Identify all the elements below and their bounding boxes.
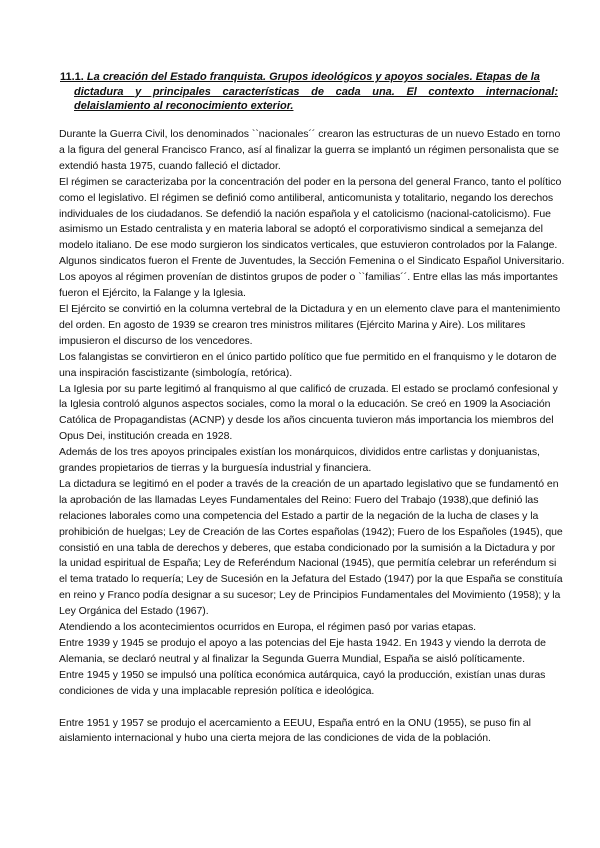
paragraph-stage-1945-1950: Entre 1945 y 1950 se impulsó una política económica autárquica, cayó la producción, existían unas duras condiciones de vida y una implacable represión política e ideológica. [59,668,546,697]
section-heading [60,70,558,114]
heading-line-3: delaislamiento al reconocimiento exterior. [74,100,294,112]
section-number: 11.1. [60,71,84,83]
paragraph-monarchists: Además de los tres apoyos principales existían los monárquicos, divididos entre carlistas y donjuanistas, grandes propietarios de tierras y la burguesía industrial y financiera. [59,446,540,475]
heading-line-1 [60,70,558,85]
paragraph-army: El Ejército se convirtió en la columna vertebral de la Dictadura y en un elemento clave para el mantenimiento del orden. En agosto de 1939 se crearon tres ministros militares (Ejército Marina y Aire). Los militares impusieron el discurso de los vencedores. [59,302,561,347]
paragraph-church: La Iglesia por su parte legitimó al franquismo al que calificó de cruzada. El estado se proclamó confesional y la Iglesia controló algunos aspectos sociales, como la moral o la educación. Se creó en 1909 la Asociación Católica de Propagandistas (ACNP) y desde los años cincuenta tuvieron más importancia los miembros del Opus Dei, institución creada en 1928. [59,382,558,443]
paragraph-support-groups: Los apoyos al régimen provenían de distintos grupos de poder o ``familias´´. Entre ellas las más importantes fueron el Ejército, la Falange y la Iglesia. [59,271,558,300]
paragraph-stages-intro: Atendiendo a los acontecimientos ocurridos en Europa, el régimen pasó por varias etapas. [59,621,477,634]
paragraph-civil-war: Durante la Guerra Civil, los denominados ``nacionales´´ crearon las estructuras de un nuevo Estado en torno a la figura del general Francisco Franco, así al finalizar la guerra se implantó un régimen personalista que se extendió hasta 1975, cuando falleció el dictador. [59,128,561,172]
heading-line-2: dictadura y principales características de cada una. El contexto internacional: [74,85,558,98]
paragraph-spacer [59,700,565,716]
heading-line-1-text: La creación del Estado franquista. Grupos ideológicos y apoyos sociales. Etapas de la [86,71,540,83]
paragraph-regime-characteristics: El régimen se caracterizaba por la concentración del poder en la persona del general Franco, tanto el político como el legislativo. El régimen se definió como antiliberal, anticomunista y totalitario, negando los derechos individuales de los ciudadanos. Se defendió la nación española y el catolicismo (nacional-catolicismo). Fue asimismo un Estado centralista y en materia laboral se adoptó el corporativismo sindical a semejanza del modelo italiano. De ese modo surgieron los sindicatos verticales, que estuvieron controlados por la Falange. Algunos sindicatos fueron el Frente de Juventudes, la Sección Femenina o el Sindicato Español Universitario. [59,175,565,268]
document-body [59,127,565,747]
paragraph-falange: Los falangistas se convirtieron en el único partido político que fue permitido en el franquismo y le dotaron de una inspiración fascistizante (simbología, retórica). [59,350,557,379]
paragraph-fundamental-laws: La dictadura se legitimó en el poder a través de la creación de un apartado legislativo que se fundamentó en la aprobación de las llamadas Leyes Fundamentales del Reino: Fuero del Trabajo (1938),que definió las relaciones laborales como una competencia del Estado a partir de la negación de la lucha de clases y la prohibición de huelgas; Ley de Creación de las Cortes españolas (1942); Fuero de los Españoles (1945), que consistió en una tabla de derechos y deberes, que estaba condicionado por la sumisión a la Dictadura y por la unidad espiritual de España; Ley de Referéndum Nacional (1945), que permitía celebrar un referéndum si el tema tratado lo requería; Ley de Sucesión en la Jefatura del Estado (1947) por la que España se constituía en reino y Franco podía designar a su sucesor; Ley de Principios Fundamentales del Movimiento (1958); y la Ley Orgánica del Estado (1967). [59,477,563,618]
paragraph-stage-1939-1945: Entre 1939 y 1945 se produjo el apoyo a las potencias del Eje hasta 1942. En 1943 y viendo la derrota de Alemania, se declaró neutral y al finalizar la Segunda Guerra Mundial, España se aisló políticamente. [59,637,546,665]
paragraph-stage-1951-1957: Entre 1951 y 1957 se produjo el acercamiento a EEUU, España entró en la ONU (1955), se puso fin al aislamiento internacional y hubo una cierta mejora de las condiciones de vida de la población. [59,716,531,745]
